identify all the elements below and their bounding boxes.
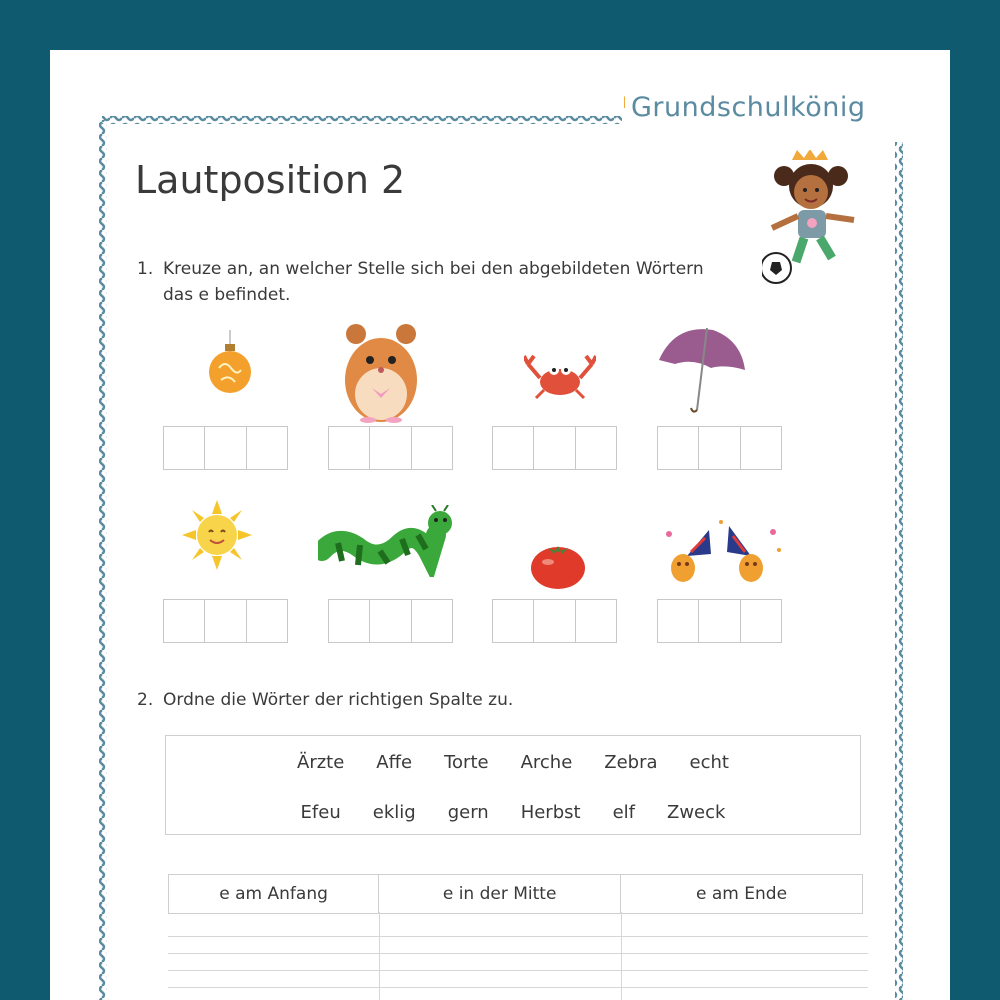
sun-icon xyxy=(182,500,252,570)
box-begin[interactable] xyxy=(329,427,370,469)
page-title: Lautposition 2 xyxy=(135,158,406,202)
box-middle[interactable] xyxy=(370,600,411,642)
box-begin[interactable] xyxy=(493,600,534,642)
sound-position-boxes-8 xyxy=(657,599,782,643)
task-2-number: 2. xyxy=(137,690,154,710)
task-1-instruction xyxy=(137,256,737,308)
sound-position-boxes-1 xyxy=(163,426,288,470)
box-middle[interactable] xyxy=(370,427,411,469)
sound-position-boxes-7 xyxy=(492,599,617,643)
box-middle[interactable] xyxy=(534,427,575,469)
box-end[interactable] xyxy=(412,427,452,469)
word-bank-row-1 xyxy=(166,752,860,773)
task-1-number: 1. xyxy=(137,259,154,279)
word-item: Affe xyxy=(376,752,413,773)
box-end[interactable] xyxy=(576,427,616,469)
box-middle[interactable] xyxy=(205,600,246,642)
caterpillar-icon xyxy=(318,505,454,577)
carnival-masks-icon xyxy=(665,516,785,588)
box-begin[interactable] xyxy=(164,427,205,469)
worksheet-page xyxy=(50,50,950,1000)
box-begin[interactable] xyxy=(658,427,699,469)
box-end[interactable] xyxy=(247,427,287,469)
word-item: Herbst xyxy=(520,802,581,823)
sorting-table xyxy=(168,874,863,914)
box-begin[interactable] xyxy=(493,427,534,469)
word-item: Zebra xyxy=(604,752,658,773)
word-item: echt xyxy=(689,752,729,773)
word-bank xyxy=(165,735,861,835)
box-middle[interactable] xyxy=(699,427,740,469)
sound-position-boxes-4 xyxy=(657,426,782,470)
task-1-line-1: Kreuze an, an welcher Stelle sich bei den abgebildeten Wörtern xyxy=(163,259,704,279)
word-item: Zweck xyxy=(666,802,726,823)
sound-position-boxes-2 xyxy=(328,426,453,470)
box-end[interactable] xyxy=(576,600,616,642)
tomato-icon xyxy=(530,538,586,590)
writing-line[interactable] xyxy=(168,987,868,1000)
brand-logo: Grundschulkönig xyxy=(625,92,871,123)
box-end[interactable] xyxy=(412,600,452,642)
umbrella-icon xyxy=(655,322,747,414)
task-2-text: Ordne die Wörter der richtigen Spalte zu. xyxy=(163,690,514,710)
task-1-line-2: das e befindet. xyxy=(163,285,291,305)
box-begin[interactable] xyxy=(658,600,699,642)
word-item: Torte xyxy=(444,752,489,773)
box-middle[interactable] xyxy=(534,600,575,642)
girl-football-icon xyxy=(762,150,867,290)
word-item: Arche xyxy=(520,752,573,773)
word-item: gern xyxy=(447,802,489,823)
box-end[interactable] xyxy=(741,427,781,469)
writing-lines[interactable] xyxy=(168,936,868,1000)
box-end[interactable] xyxy=(741,600,781,642)
hamster-icon xyxy=(342,322,420,424)
crab-icon xyxy=(524,350,596,400)
word-item: eklig xyxy=(372,802,416,823)
box-begin[interactable] xyxy=(164,600,205,642)
sound-position-boxes-6 xyxy=(328,599,453,643)
sound-position-boxes-5 xyxy=(163,599,288,643)
christmas-ornament-icon xyxy=(205,330,255,398)
writing-line[interactable] xyxy=(168,970,868,987)
column-header-middle: e in der Mitte xyxy=(379,875,621,914)
word-bank-row-2 xyxy=(166,802,860,823)
word-item: Ärzte xyxy=(297,752,345,773)
box-begin[interactable] xyxy=(329,600,370,642)
task-2-instruction xyxy=(137,687,513,713)
writing-line[interactable] xyxy=(168,953,868,970)
box-middle[interactable] xyxy=(699,600,740,642)
sound-position-boxes-3 xyxy=(492,426,617,470)
word-item: elf xyxy=(612,802,635,823)
box-end[interactable] xyxy=(247,600,287,642)
column-header-end: e am Ende xyxy=(621,875,863,914)
column-header-start: e am Anfang xyxy=(169,875,379,914)
box-middle[interactable] xyxy=(205,427,246,469)
word-item: Efeu xyxy=(300,802,341,823)
writing-line[interactable] xyxy=(168,936,868,953)
